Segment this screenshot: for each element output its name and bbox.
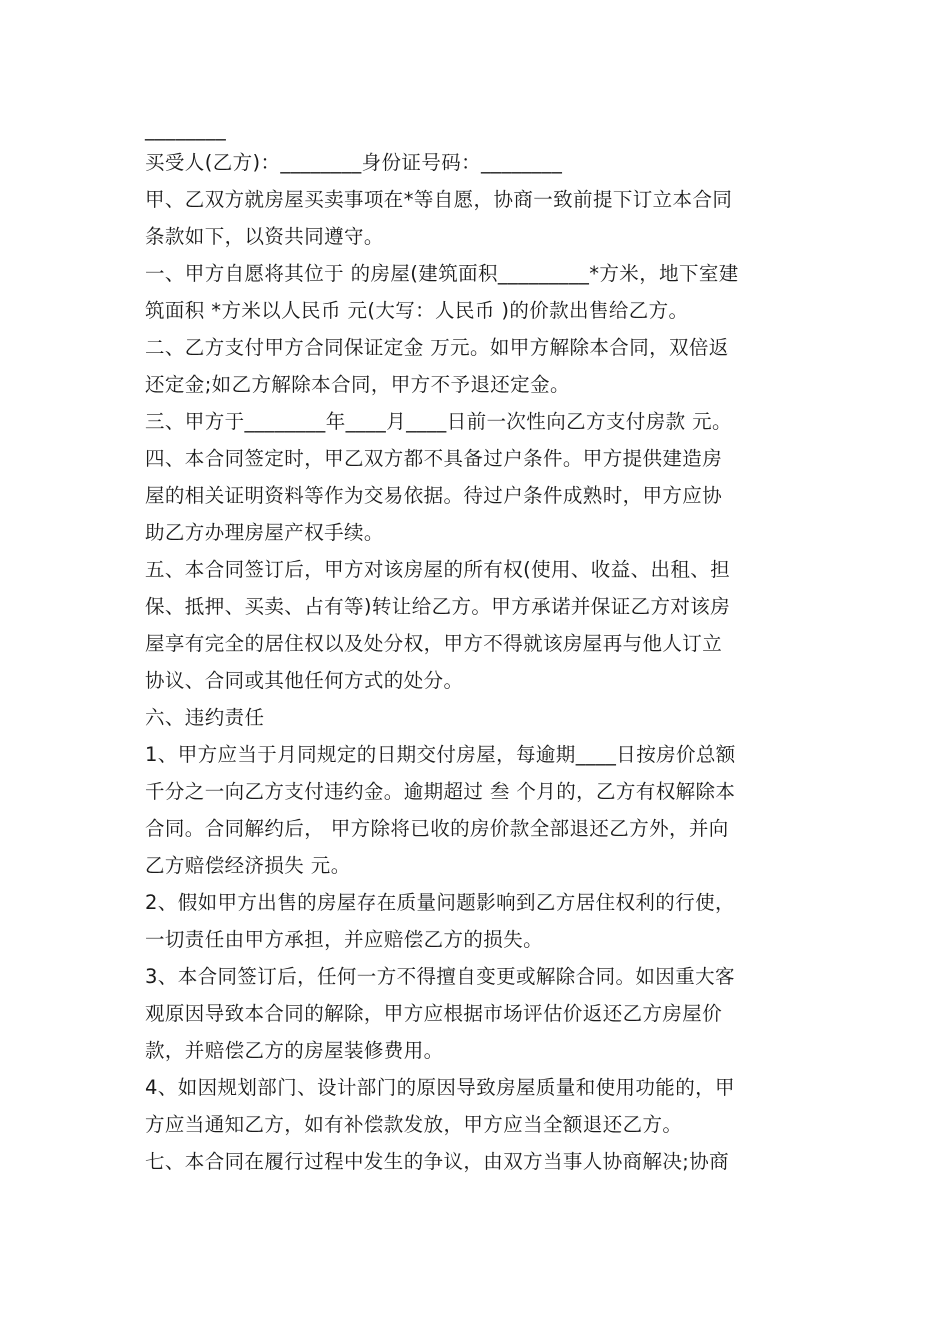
clause-1-line-2: 筑面积 *方米以人民币 元(大写：人民币 )的价款出售给乙方。	[145, 299, 689, 322]
clause-6-2-line-1: 2、假如甲方出售的房屋存在质量问题影响到乙方居住权利的行使，	[145, 891, 735, 914]
preamble-line-1: 甲、乙双方就房屋买卖事项在*等自愿，协商一致前提下订立本合同	[145, 188, 733, 211]
clause-6-4-line-1: 4、如因规划部门、设计部门的原因导致房屋质量和使用功能的，甲	[145, 1076, 735, 1099]
clause-6-3-line-1: 3、本合同签订后，任何一方不得擅自变更或解除合同。如因重大客	[145, 965, 735, 988]
clause-4-line-3: 助乙方办理房屋产权手续。	[145, 521, 384, 544]
clause-7-line-1: 七、本合同在履行过程中发生的争议，由双方当事人协商解决;协商	[145, 1150, 730, 1173]
clause-3-line-1: 三、甲方于________年____月____日前一次性向乙方支付房款 元。	[145, 410, 732, 433]
clause-4-line-1: 四、本合同签定时，甲乙双方都不具备过户条件。甲方提供建造房	[145, 447, 723, 470]
clause-6-1-line-2: 千分之一向乙方支付违约金。逾期超过 叁 个月的，乙方有权解除本	[145, 780, 736, 803]
clause-6-1-line-3: 合同。合同解约后， 甲方除将已收的房价款全部退还乙方外，并向	[145, 817, 729, 840]
clause-4-line-2: 屋的相关证明资料等作为交易依据。待过户条件成熟时，甲方应协	[145, 484, 723, 507]
clause-6-1-line-1: 1、甲方应当于月同规定的日期交付房屋，每逾期____日按房价总额	[145, 743, 736, 766]
preamble-line-2: 条款如下，以资共同遵守。	[145, 225, 384, 248]
clause-5-line-4: 协议、合同或其他任何方式的处分。	[145, 669, 464, 692]
buyer-line: 买受人(乙方)：________身份证号码：________	[145, 151, 563, 174]
clause-1-line-1: 一、甲方自愿将其位于 的房屋(建筑面积_________*方米，地下室建	[145, 262, 739, 285]
clause-5-line-2: 保、抵押、买卖、占有等)转让给乙方。甲方承诺并保证乙方对该房	[145, 595, 731, 618]
clause-2-line-1: 二、乙方支付甲方合同保证定金 万元。如甲方解除本合同，双倍返	[145, 336, 729, 359]
clause-6-4-line-2: 方应当通知乙方，如有补偿款发放，甲方应当全额退还乙方。	[145, 1113, 683, 1136]
clause-6-3-line-2: 观原因导致本合同的解除，甲方应根据市场评估价返还乙方房屋价	[145, 1002, 723, 1025]
clause-5-line-1: 五、本合同签订后，甲方对该房屋的所有权(使用、收益、出租、担	[145, 558, 731, 581]
clause-6-1-line-4: 乙方赔偿经济损失 元。	[145, 854, 351, 877]
blank-line: ________	[145, 118, 227, 141]
clause-2-line-2: 还定金;如乙方解除本合同，甲方不予退还定金。	[145, 373, 570, 396]
clause-6-heading: 六、违约责任	[145, 706, 265, 729]
clause-6-3-line-3: 款，并赔偿乙方的房屋装修费用。	[145, 1039, 444, 1062]
clause-5-line-3: 屋享有完全的居住权以及处分权，甲方不得就该房屋再与他人订立	[145, 632, 723, 655]
contract-body	[145, 116, 815, 1180]
clause-6-2-line-2: 一切责任由甲方承担，并应赔偿乙方的损失。	[145, 928, 544, 951]
